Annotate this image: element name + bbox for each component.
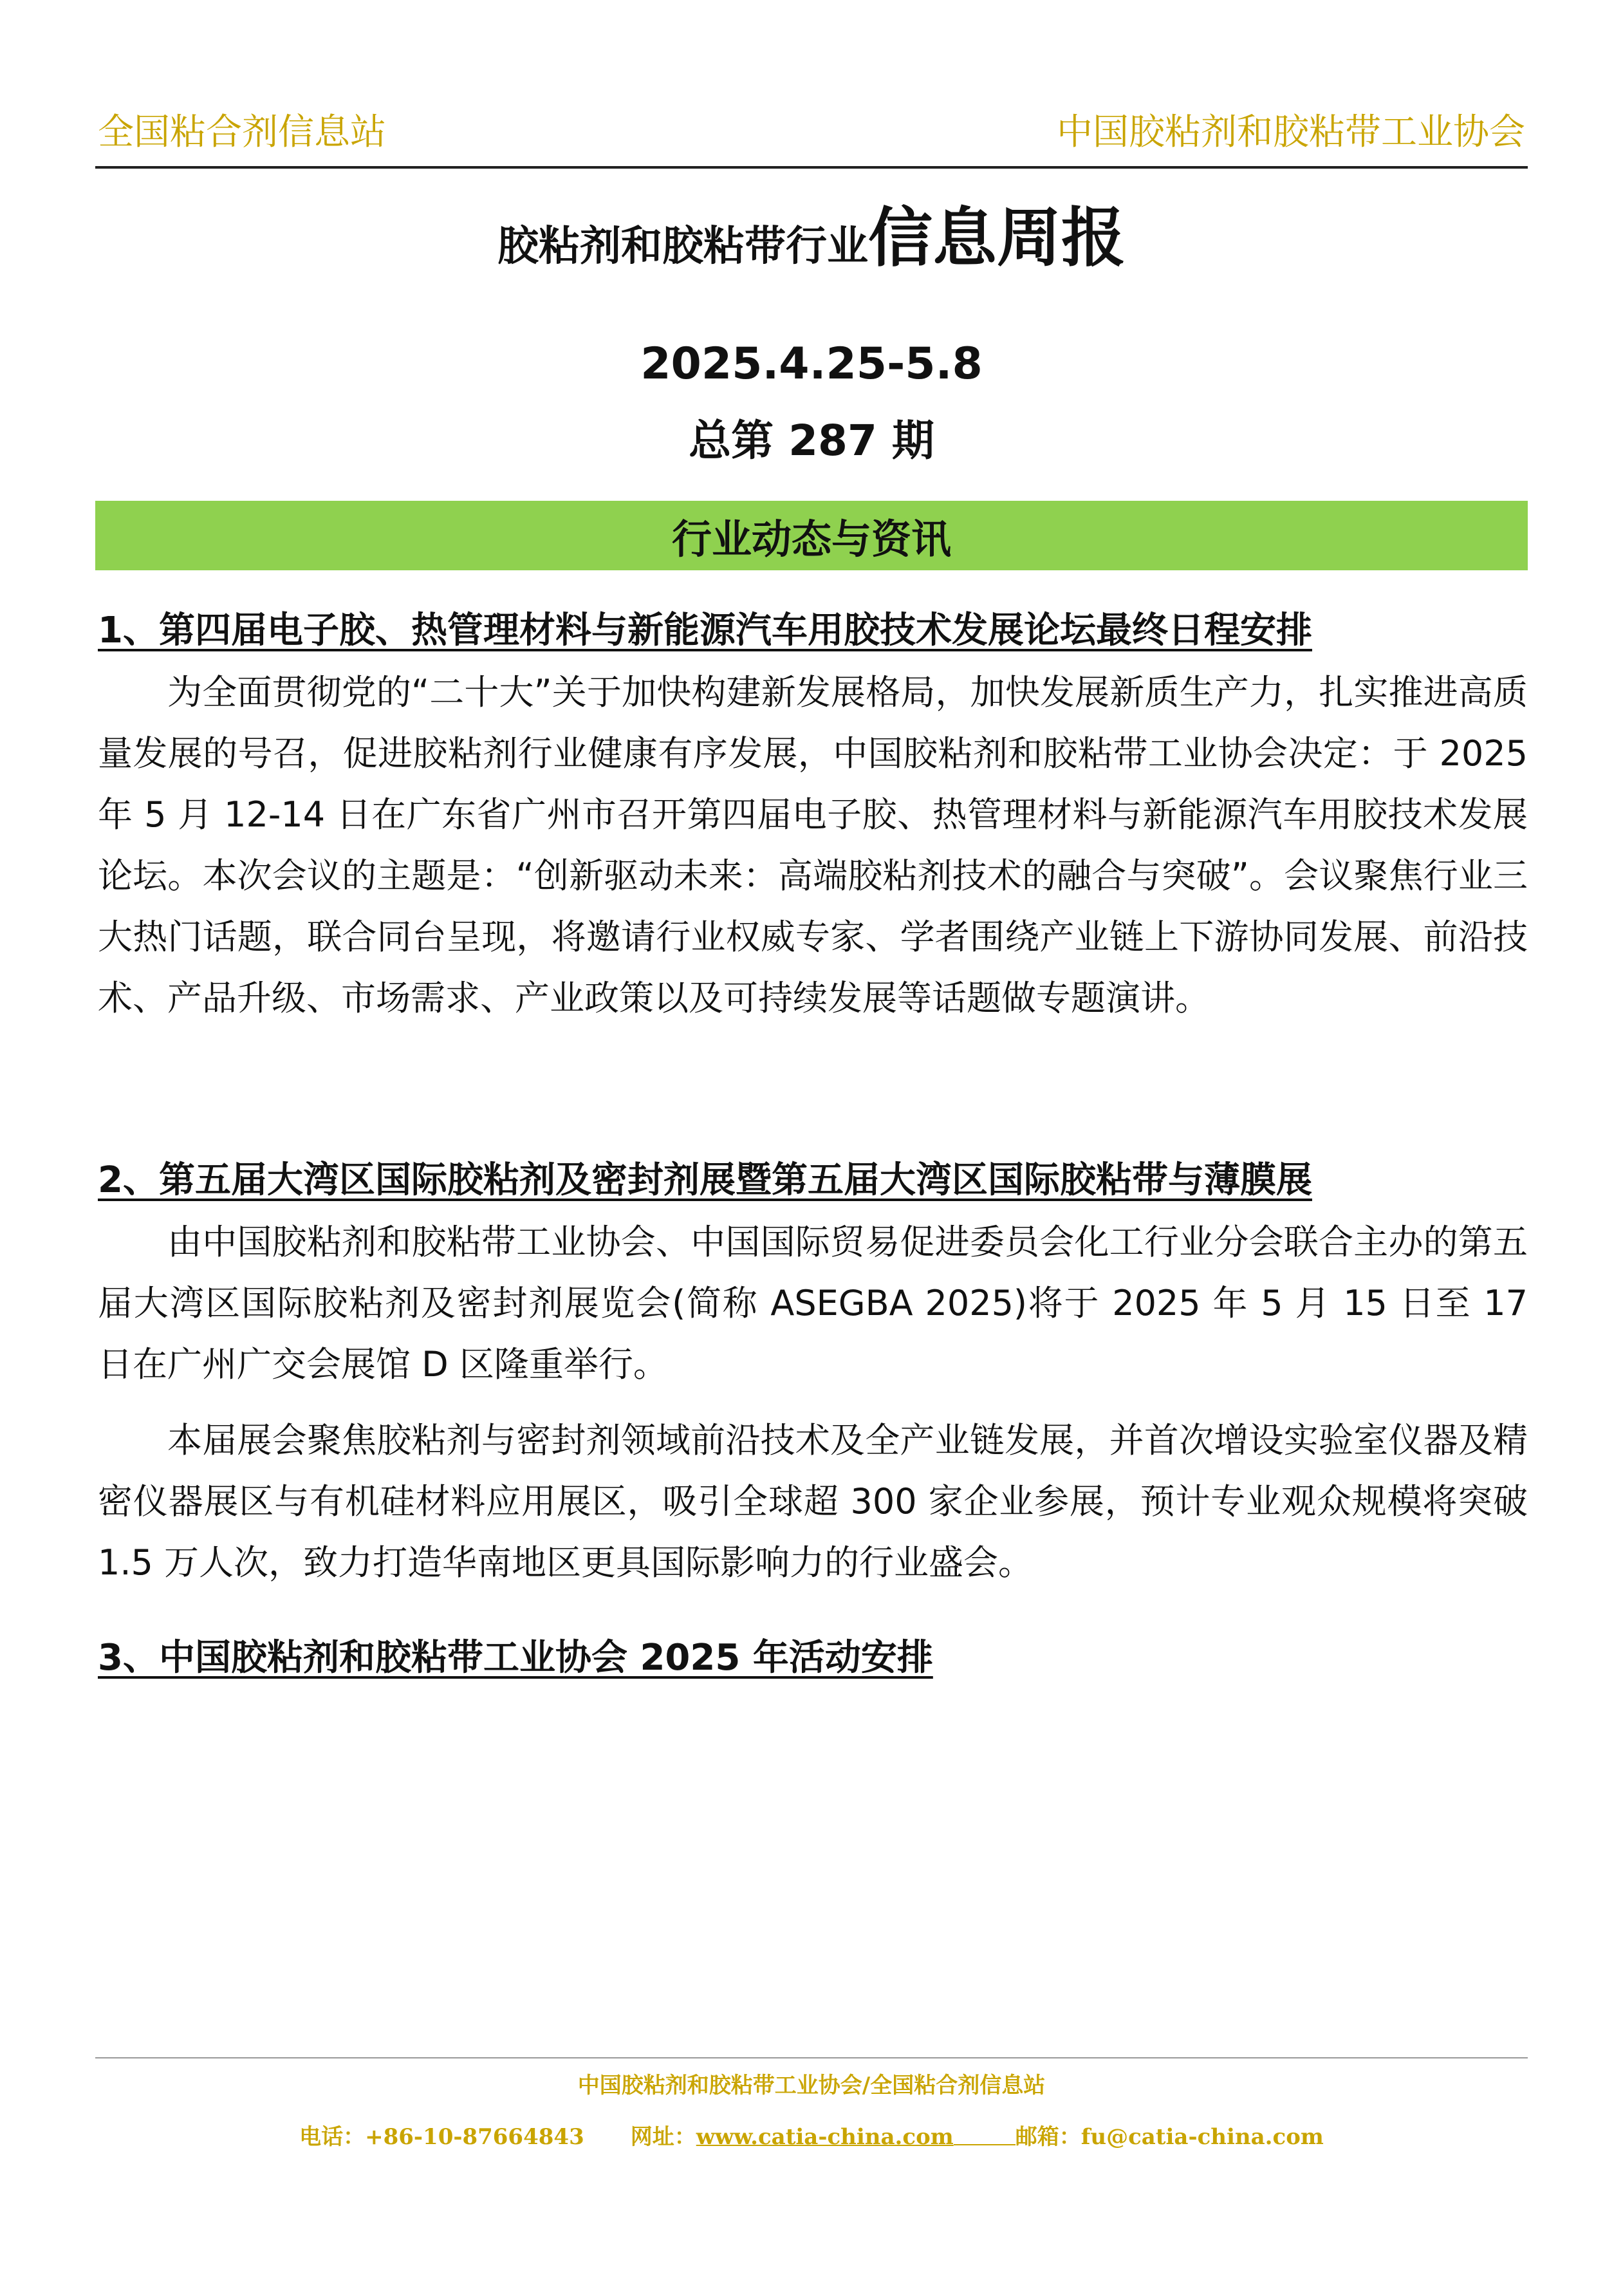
article-2-paragraph-2: 本届展会聚焦胶粘剂与密封剂领域前沿技术及全产业链发展，并首次增设实验室仪器及精密仪器展区与有机硅材料应用展区，吸引全球超 300 家企业参展，预计专业观众规模将突破 1.5 万人次，致力打造华南地区更具国际影响力的行业盛会。 xyxy=(98,1420,1528,1583)
header-divider xyxy=(95,166,1528,169)
article-2-heading: 2、第五届大湾区国际胶粘剂及密封剂展暨第五届大湾区国际胶粘带与薄膜展 xyxy=(98,1159,1312,1201)
footer-phone: 电话：+86-10-87664843 xyxy=(299,2124,584,2150)
page-title xyxy=(0,200,1623,275)
article-1-heading: 1、第四届电子胶、热管理材料与新能源汽车用胶技术发展论坛最终日程安排 xyxy=(98,610,1312,651)
title-prefix: 胶粘剂和胶粘带行业 xyxy=(497,223,868,270)
footer-divider xyxy=(95,2057,1528,2058)
article-3-heading: 3、中国胶粘剂和胶粘带工业协会 2025 年活动安排 xyxy=(98,1637,933,1679)
article-1-paragraph-1: 为全面贯彻党的“二十大”关于加快构建新发展格局，加快发展新质生产力，扎实推进高质量发展的号召，促进胶粘剂行业健康有序发展，中国胶粘剂和胶粘带工业协会决定：于 2025 年 5 月 12-14 日在广东省广州市召开第四届电子胶、热管理材料与新能源汽车用胶技术发展论坛。本次会议的主题是：“创新驱动未来：高端胶粘剂技术的融合与突破”。会议聚焦行业三大热门话题，联合同台呈现，将邀请行业权威专家、学者围绕产业链上下游协同发展、前沿技术、产品升级、市场需求、产业政策以及可持续发展等话题做专题演讲。 xyxy=(98,672,1528,1018)
header-right-association-name: 中国胶粘剂和胶粘带工业协会 xyxy=(1057,111,1525,153)
section-banner: 行业动态与资讯 xyxy=(95,501,1528,570)
title-main: 信息周报 xyxy=(868,200,1126,275)
footer-contact xyxy=(0,2119,1623,2151)
footer-website-label: 网址： xyxy=(630,2124,696,2150)
date-range: 2025.4.25-5.8 xyxy=(640,339,983,389)
article-2-paragraph-1: 由中国胶粘剂和胶粘带工业协会、中国国际贸易促进委员会化工行业分会联合主办的第五届大湾区国际胶粘剂及密封剂展览会(简称 ASEGBA 2025)将于 2025 年 5 月 15 日至 17 日在广州广交会展馆 D 区隆重举行。 xyxy=(98,1222,1528,1385)
footer-organization: 中国胶粘剂和胶粘带工业协会/全国粘合剂信息站 xyxy=(577,2073,1046,2098)
footer-website-link[interactable]: www.catia-china.com xyxy=(696,2124,954,2150)
footer-email: 邮箱：fu@catia-china.com xyxy=(1015,2124,1324,2150)
header-left-site-name: 全国粘合剂信息站 xyxy=(98,111,386,153)
issue-number: 总第 287 期 xyxy=(689,416,934,465)
